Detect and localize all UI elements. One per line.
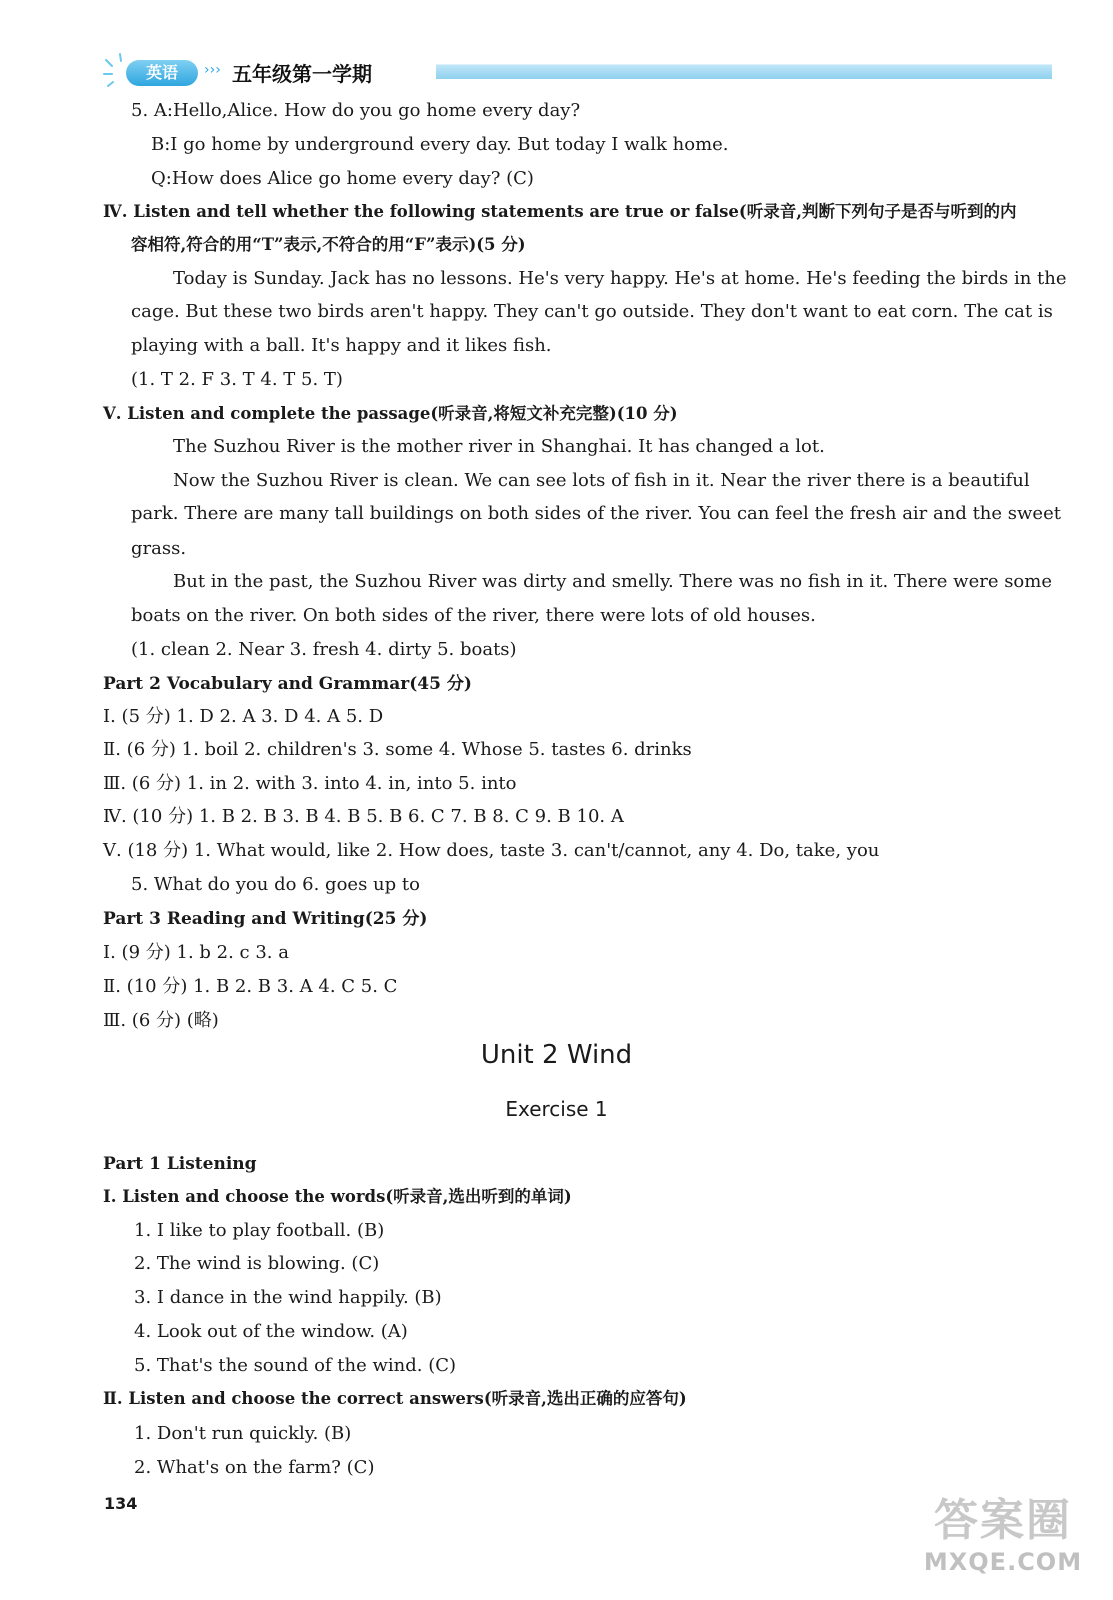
section-5-para-5: But in the past, the Suzhou River was dirty and smelly. There was no fish in it. There were some bbox=[173, 571, 1052, 592]
part-2-row-2: Ⅱ. (6 分) 1. boil 2. children's 3. some 4. Whose 5. tastes 6. drinks bbox=[103, 739, 692, 760]
list-item: 2. What's on the farm? (C) bbox=[134, 1457, 375, 1478]
grade-title: 五年级第一学期 bbox=[232, 62, 372, 86]
page-header bbox=[100, 50, 1080, 94]
section-5-para-3: park. There are many tall buildings on both sides of the river. You can feel the fresh air and the sweet bbox=[131, 503, 1061, 524]
part-3-title: Part 3 Reading and Writing(25 分) bbox=[103, 909, 428, 929]
section-4-para-2: cage. But these two birds aren't happy. They can't go outside. They don't want to eat corn. The cat is bbox=[131, 301, 1053, 322]
dialog-line-2: B:I go home by underground every day. But today I walk home. bbox=[151, 134, 729, 155]
list-item: 1. Don't run quickly. (B) bbox=[134, 1423, 352, 1444]
part-3-row-3: Ⅲ. (6 分) (略) bbox=[103, 1010, 219, 1031]
section-5-para-2: Now the Suzhou River is clean. We can see lots of fish in it. Near the river there is a beautiful bbox=[173, 470, 1030, 491]
header-arrows: ››› bbox=[204, 62, 221, 78]
section-5-para-6: boats on the river. On both sides of the river, there were lots of old houses. bbox=[131, 605, 816, 626]
part-2-row-4: Ⅳ. (10 分) 1. B 2. B 3. B 4. B 5. B 6. C 7. B 8. C 9. B 10. A bbox=[103, 806, 624, 827]
part-2-row-3: Ⅲ. (6 分) 1. in 2. with 3. into 4. in, into 5. into bbox=[103, 773, 517, 794]
section-5-title: Ⅴ. Listen and complete the passage(听录音,将短文补充完整)(10 分) bbox=[103, 404, 678, 423]
list-item: 5. That's the sound of the wind. (C) bbox=[134, 1355, 457, 1376]
watermark-logo: 答案圈 bbox=[934, 1495, 1072, 1546]
unit-title: Unit 2 Wind bbox=[480, 1040, 633, 1070]
section-4-para-1: Today is Sunday. Jack has no lessons. He's very happy. He's at home. He's feeding the birds in the bbox=[173, 268, 1067, 289]
part-1-section-1-title: Ⅰ. Listen and choose the words(听录音,选出听到的单词) bbox=[103, 1187, 572, 1206]
list-item: 2. The wind is blowing. (C) bbox=[134, 1253, 380, 1274]
list-item: 3. I dance in the wind happily. (B) bbox=[134, 1287, 442, 1308]
watermark bbox=[918, 1494, 1088, 1594]
subject-badge: 英语 bbox=[126, 60, 198, 86]
section-5-para-1: The Suzhou River is the mother river in Shanghai. It has changed a lot. bbox=[173, 436, 825, 457]
section-4-title-cont: 容相符,符合的用“T”表示,不符合的用“F”表示)(5 分) bbox=[131, 235, 526, 254]
watermark-site: MXQE.COM bbox=[923, 1548, 1083, 1576]
section-5-para-4: grass. bbox=[131, 538, 187, 559]
dialog-line-3: Q:How does Alice go home every day? (C) bbox=[151, 168, 534, 189]
part-2-row-1: Ⅰ. (5 分) 1. D 2. A 3. D 4. A 5. D bbox=[103, 706, 384, 727]
list-item: 4. Look out of the window. (A) bbox=[134, 1321, 408, 1342]
section-5-answers: (1. clean 2. Near 3. fresh 4. dirty 5. boats) bbox=[131, 639, 517, 660]
part-3-row-1: Ⅰ. (9 分) 1. b 2. c 3. a bbox=[103, 942, 289, 963]
part-1-section-2-title: Ⅱ. Listen and choose the correct answers(听录音,选出正确的应答句) bbox=[103, 1389, 687, 1408]
page-number: 134 bbox=[104, 1494, 138, 1513]
exercise-title: Exercise 1 bbox=[505, 1097, 608, 1121]
section-4-para-3: playing with a ball. It's happy and it likes fish. bbox=[131, 335, 552, 356]
header-bar bbox=[436, 64, 1052, 79]
part-2-title: Part 2 Vocabulary and Grammar(45 分) bbox=[103, 674, 472, 694]
section-4-answers: (1. T 2. F 3. T 4. T 5. T) bbox=[131, 369, 343, 390]
part-3-row-2: Ⅱ. (10 分) 1. B 2. B 3. A 4. C 5. C bbox=[103, 976, 398, 997]
section-4-title: Ⅳ. Listen and tell whether the following statements are true or false(听录音,判断下列句子是否与听到的内 bbox=[103, 202, 1017, 221]
list-item: 1. I like to play football. (B) bbox=[134, 1220, 385, 1241]
dialog-line-1: 5. A:Hello,Alice. How do you go home every day? bbox=[131, 100, 581, 121]
part-2-row-5: Ⅴ. (18 分) 1. What would, like 2. How does, taste 3. can't/cannot, any 4. Do, take, you bbox=[103, 840, 880, 861]
part-1-title: Part 1 Listening bbox=[103, 1154, 257, 1174]
part-2-row-6: 5. What do you do 6. goes up to bbox=[131, 874, 420, 895]
